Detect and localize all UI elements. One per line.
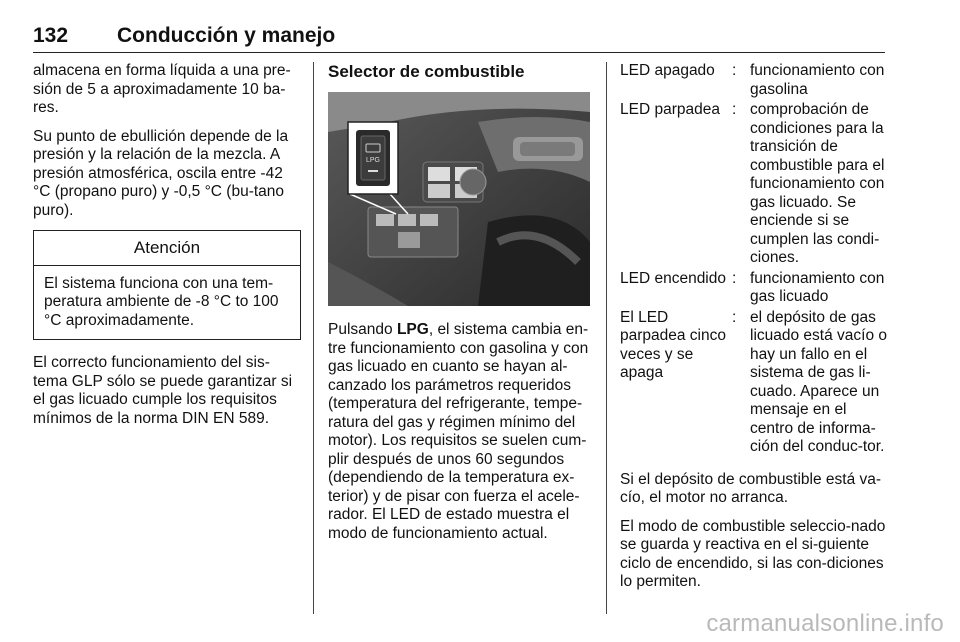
paragraph: almacena en forma líquida a una pre-sión de 5 a aproximadamente 10 ba-res. (33, 62, 291, 116)
page-number: 132 (33, 24, 69, 47)
led-separator: : (732, 269, 737, 287)
led-state-row (620, 309, 888, 457)
section-title: Selector de combustible (328, 62, 525, 81)
column-divider (313, 62, 314, 614)
led-term: LED parpadea (620, 101, 720, 118)
lpg-term: LPG (396, 321, 429, 338)
led-definition: comprobación de condiciones para la transición de combustible para el funcionamiento con gas licuado. Se enciende si se cumplen las condi-ciones. (750, 101, 885, 266)
text-run: , el sistema cambia en-tre funcionamiento con gasolina y con gas licuado en cuanto se hayan al-canzado los parámetros requeridos (temperatura del refrigerante, tempe-ratura del gas y régimen mínimo del motor). Los requisitos se suelen cum-plir después de unos 60 segundos (dependiendo de la temperatura ex-terior) y de pisar con fuerza el acele-rador. El LED de estado muestra el modo de funcionamiento actual. (328, 321, 589, 542)
warning-title: Atención (34, 231, 300, 266)
column-divider (606, 62, 607, 614)
dashboard-figure (328, 92, 590, 306)
paragraph (328, 321, 592, 543)
column-right (620, 62, 888, 602)
paragraph: El modo de combustible seleccio-nado se guarda y reactiva en el si-guiente ciclo de encendido, si las con-diciones lo permiten. (620, 517, 886, 590)
led-term: LED apagado (620, 62, 715, 79)
led-separator: : (732, 101, 737, 118)
warning-text: El sistema funciona con una tem-peratura ambiente de -8 °C to 100 °C aproximadamente. (44, 274, 279, 329)
warning-box (33, 230, 301, 340)
led-state-row (620, 101, 888, 268)
watermark: carmanualsonline.info (706, 610, 944, 637)
column-left (33, 62, 301, 438)
led-state-list (620, 62, 888, 457)
lpg-button-label: LPG (365, 157, 381, 164)
led-separator: : (732, 308, 737, 326)
paragraph: El correcto funcionamiento del sis-tema GLP sólo se puede garantizar si el gas licuado cumple los requisitos mínimos de la norma DIN EN 589. (33, 354, 293, 427)
led-state-row (620, 270, 888, 307)
led-term: El LED parpadea cinco veces y se apaga (620, 308, 726, 381)
led-definition: el depósito de gas licuado está vacío o hay un fallo en el sistema de gas li-cuado. Aparece un mensaje en el centro de informa-ción del conduc-tor. (750, 308, 888, 455)
text-run: Pulsando (328, 321, 397, 338)
page-header (33, 18, 885, 53)
column-middle (328, 62, 592, 553)
led-definition: funcionamiento con gasolina (750, 62, 885, 98)
led-term: LED encendido (620, 269, 726, 287)
dashboard-illustration (328, 92, 590, 306)
led-separator: : (732, 62, 737, 79)
chapter-title: Conducción y manejo (117, 24, 336, 47)
led-definition: funcionamiento con gas licuado (750, 269, 885, 305)
paragraph: Si el depósito de combustible está va-cío, el motor no arranca. (620, 470, 882, 506)
paragraph: Su punto de ebullición depende de la presión y la relación de la mezcla. A presión atmosférica, oscila entre -42 °C (propano puro) y -0,5 °C (bu-tano puro). (33, 127, 289, 219)
led-state-row (620, 62, 888, 99)
